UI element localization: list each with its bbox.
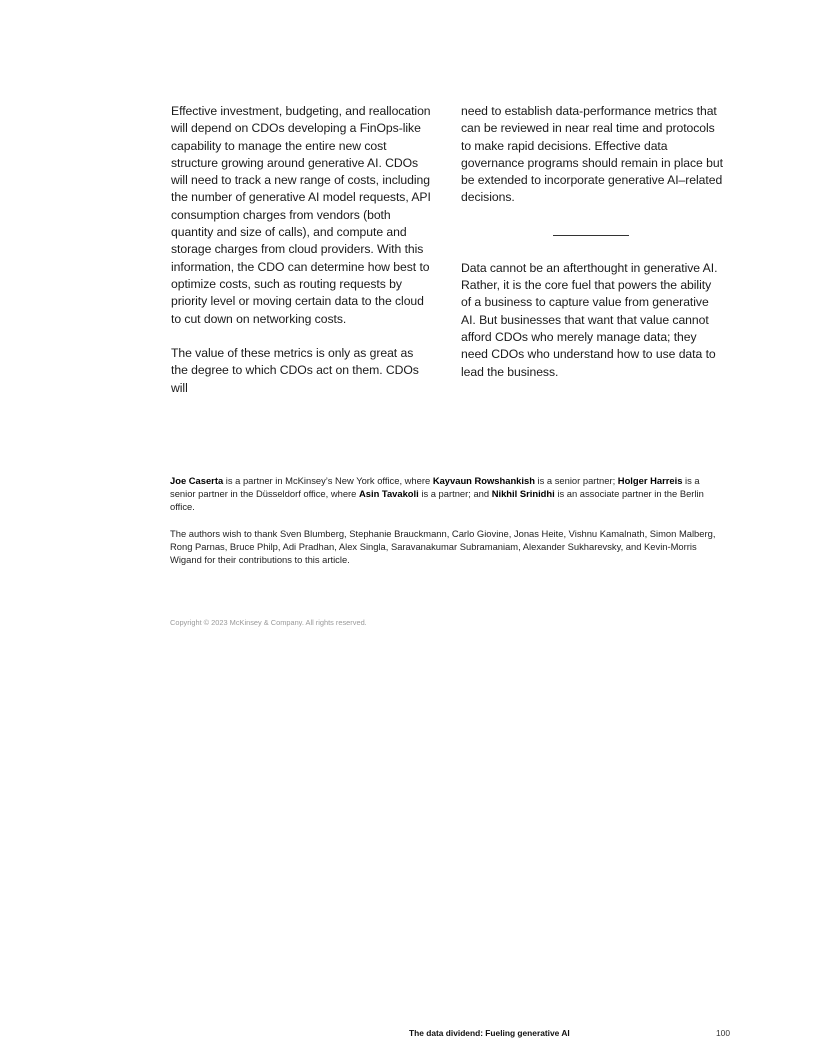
right-column <box>461 103 723 381</box>
bio-text: is an associate partner in the Berlin office. <box>170 487 704 512</box>
section-divider <box>553 235 629 236</box>
copyright-notice: Copyright © 2023 McKinsey & Company. All rights reserved. <box>170 618 367 627</box>
body-paragraph: need to establish data-performance metrics that can be reviewed in near real time and protocols to make rapid decisions. Effective data governance programs should remain in place but be extended to incorporate generative AI–related decisions. <box>461 104 723 205</box>
author-name: Joe Caserta <box>170 475 224 486</box>
author-name: Nikhil Srinidhi <box>491 487 555 499</box>
author-name: Holger Harreis <box>617 475 683 486</box>
body-paragraph: The value of these metrics is only as great as the degree to which CDOs act on them. CDOs will <box>171 346 419 395</box>
author-bio <box>170 475 722 513</box>
left-column <box>171 103 433 397</box>
footer-title: The data dividend: Fueling generative AI <box>409 1028 570 1038</box>
bio-text: is a senior partner in the Düsseldorf office, where <box>170 475 700 499</box>
author-name: Kayvaun Rowshankish <box>432 475 535 486</box>
acknowledgments: The authors wish to thank Sven Blumberg, Stephanie Brauckmann, Carlo Giovine, Jonas Heite, Vishnu Kamalnath, Simon Malberg, Rong Parnas, Bruce Philp, Adi Pradhan, Alex Singla, Saravanakumar Subramaniam, Alexander Sukharevsky, and Kevin-Morris Wigand for their contributions to this article. <box>170 528 716 565</box>
bio-text: is a partner in McKinsey’s New York office, where <box>223 475 433 486</box>
author-name: Asin Tavakoli <box>359 487 419 499</box>
page-number: 100 <box>716 1028 730 1038</box>
body-paragraph: Effective investment, budgeting, and reallocation will depend on CDOs developing a FinOps-like capability to manage the entire new cost structure growing around generative AI. CDOs will need to track a new range of costs, including the number of generative AI model requests, API consumption charges from vendors (both quantity and size of calls), and compute and storage charges from cloud providers. With this information, the CDO can determine how best to optimize costs, such as routing requests by priority level or moving certain data to the cloud to cut down on networking costs. <box>171 104 431 326</box>
bio-text: is a partner; and <box>418 487 492 499</box>
body-paragraph: Data cannot be an afterthought in generative AI. Rather, it is the core fuel that powers the ability of a business to capture value from generative AI. But businesses that want that value cannot afford CDOs who merely manage data; they need CDOs who understand how to use data to lead the business. <box>461 260 718 379</box>
bio-text: is a senior partner; <box>534 475 618 486</box>
